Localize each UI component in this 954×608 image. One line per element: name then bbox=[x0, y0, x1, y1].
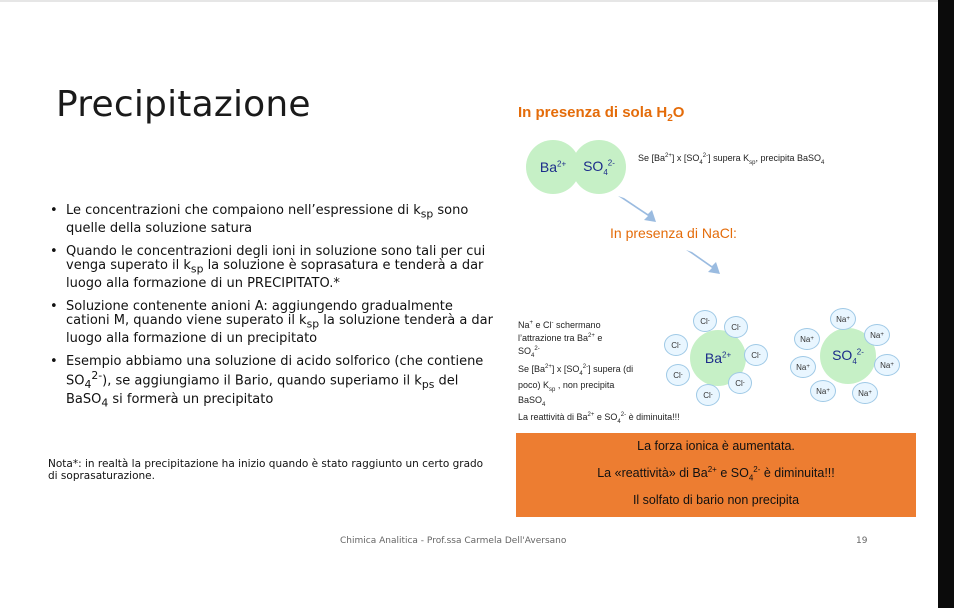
so4-ion-label: $SO_4^{2-}$ bbox=[583, 157, 615, 177]
bullet-item-1: • Le concentrazioni che compaiono nell’espressione di $k_{sp}$ sono quelle della soluzione satura bbox=[48, 204, 496, 237]
ba-ion-label: $Ba^{2+}$ bbox=[539, 159, 567, 175]
footer-text: Chimica Analitica - Prof.ssa Carmela Dell'Aversano bbox=[340, 536, 567, 546]
arrow-down-2 bbox=[686, 250, 720, 274]
cl-ion: Cl - bbox=[744, 344, 768, 366]
page-number: 19 bbox=[856, 536, 868, 546]
na-ion: Na + bbox=[874, 354, 900, 376]
heading-nacl: In presenza di NaCl: bbox=[610, 225, 737, 241]
footnote: Nota*: in realtà la precipitazione ha inizio quando è stato raggiunto un certo grado di soprasaturazione. bbox=[48, 458, 484, 482]
na-ion: Na + bbox=[830, 308, 856, 330]
cl-ion: Cl - bbox=[693, 310, 717, 332]
na-ion: Na + bbox=[852, 382, 878, 404]
na-ion: Na + bbox=[864, 324, 890, 346]
cl-ion: Cl - bbox=[728, 372, 752, 394]
na-ion: Na + bbox=[790, 356, 816, 378]
cl-ion: Cl - bbox=[696, 384, 720, 406]
arrow-down-1 bbox=[618, 196, 656, 222]
na-ion: Na + bbox=[810, 380, 836, 402]
nacl-shielding-note: Na+ e Cl- schermano l’attrazione tra $Ba^{2+}$ e $SO_4^{2-}$ Se $[Ba^{2+}]$ x $[SO_4^{2-}]$ supera (di poco) $K_{sp}$ , non precipita BaSO$_4$ bbox=[518, 320, 634, 409]
na-ion: Na + bbox=[794, 328, 820, 350]
summary-line-3: Il solfato di bario non precipita bbox=[632, 493, 800, 507]
reactivity-note-small: La reattività di $Ba^{2+}$ e $SO_4^{2-}$ è diminuita!!! bbox=[518, 412, 680, 425]
cl-ion: Cl - bbox=[724, 316, 748, 338]
summary-box bbox=[516, 433, 916, 517]
summary-line-1: La forza ionica è aumentata. bbox=[637, 439, 795, 453]
bullet-item-4: • Esempio abbiamo una soluzione di acido solforico (che contiene $SO_4^{2-}$), se aggiungiamo il Bario, quando superiamo il $k_{ps}$ del BaSO$_4$ si formerà un precipitato bbox=[48, 355, 496, 411]
summary-line-2: La «reattività» di $Ba^{2+}$ e $SO_4^{2-}$ è diminuita!!! bbox=[597, 465, 835, 483]
slide-title: Precipitazione bbox=[56, 84, 311, 125]
bullet-item-2: • Quando le concentrazioni degli ioni in soluzione sono tali per cui venga superato il $k_{sp}$ la soluzione è soprasatura e tenderà a dar luogo alla formazione di un PRECIPITATO.* bbox=[48, 245, 496, 292]
cl-ion: Cl - bbox=[664, 334, 688, 356]
ba-ion-shielded-label: $Ba^{2+}$ bbox=[704, 350, 732, 366]
bullet-item-3: • Soluzione contenente anioni A: aggiungendo gradualmente cationi M, quando viene superato il $k_{sp}$ la soluzione tenderà a dar luogo alla formazione di un precipitato bbox=[48, 300, 496, 347]
water-precipitation-note: Se $[Ba^{2+}]$ x $[SO_4^{2-}]$ supera $K_{sp}$, precipita BaSO$_4$ bbox=[638, 153, 825, 166]
so4-ion-shielded-label: $SO_4^{2-}$ bbox=[832, 346, 864, 366]
heading-water: In presenza di sola $H_2O$ bbox=[518, 104, 685, 124]
right-edge-bar bbox=[938, 0, 954, 608]
cl-ion: Cl - bbox=[666, 364, 690, 386]
